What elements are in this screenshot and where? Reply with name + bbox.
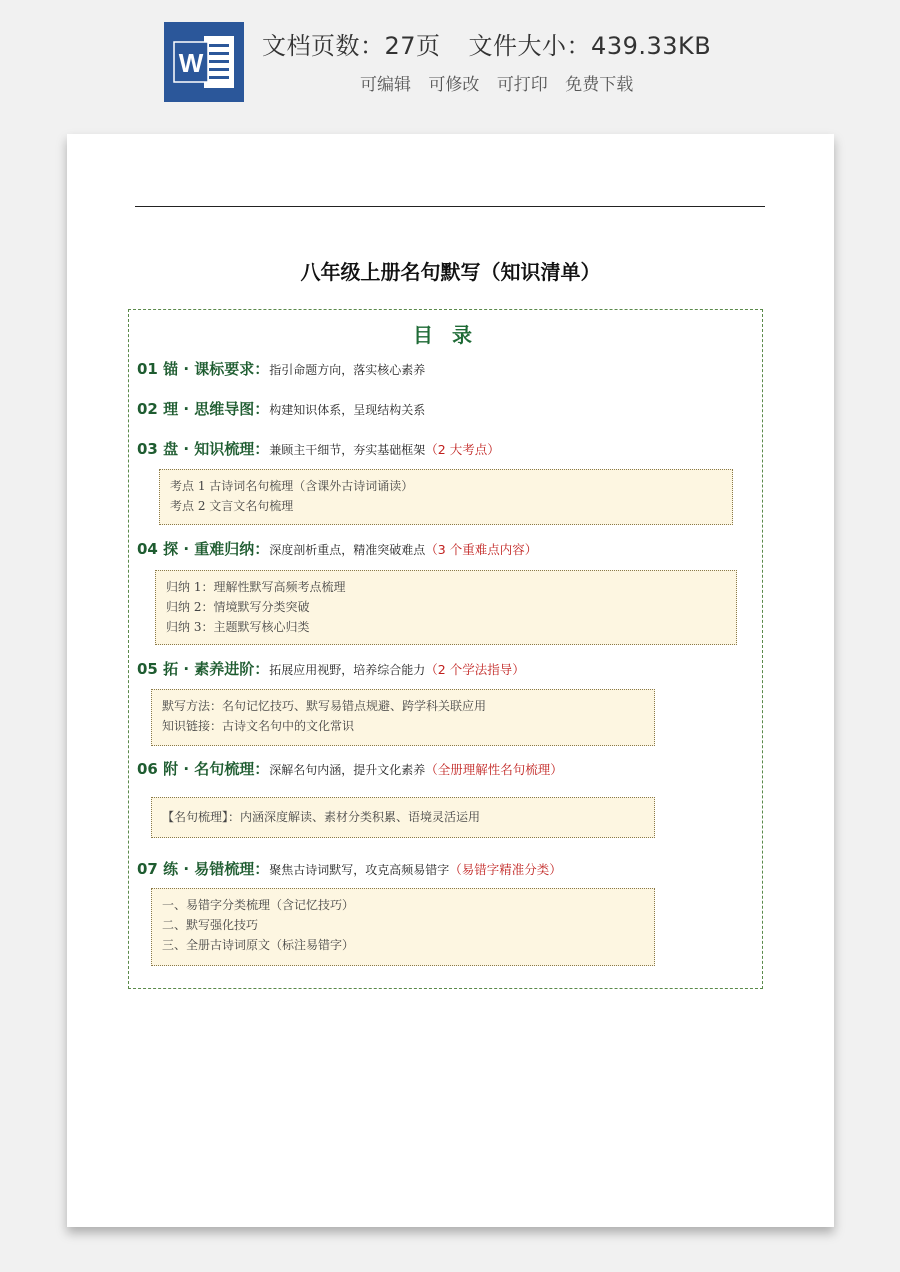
entry-desc: 构建知识体系，呈现结构关系 bbox=[269, 403, 426, 417]
entry-07-details bbox=[151, 888, 655, 966]
list-item: 三、全册古诗词原文（标注易错字） bbox=[162, 938, 355, 952]
list-item: 归纳 2：情境默写分类突破 bbox=[166, 600, 310, 614]
toc-title: 目 录 bbox=[413, 323, 478, 347]
entry-label: 01 锚 · 课标要求： bbox=[137, 360, 270, 378]
file-features bbox=[360, 70, 633, 95]
feature-free-download: 免费下载 bbox=[565, 75, 634, 95]
entry-desc: 拓展应用视野，培养综合能力 bbox=[269, 663, 426, 677]
header-rule bbox=[135, 206, 765, 207]
word-document-icon bbox=[164, 22, 244, 102]
list-item: 【名句梳理】：内涵深度解读、素材分类积累、语境灵活运用 bbox=[162, 810, 481, 824]
toc-entry-04 bbox=[137, 538, 537, 559]
svg-text:W: W bbox=[178, 48, 204, 78]
entry-05-details bbox=[151, 689, 655, 746]
list-item: 默写方法：名句记忆技巧、默写易错点规避、跨学科关联应用 bbox=[162, 699, 487, 713]
file-size: 文件大小：439.33KB bbox=[468, 32, 712, 60]
list-item: 归纳 3：主题默写核心归类 bbox=[166, 620, 310, 634]
entry-desc: 聚焦古诗词默写，攻克高频易错字 bbox=[269, 863, 450, 877]
list-item: 归纳 1：理解性默写高频考点梳理 bbox=[166, 580, 346, 594]
toc-entry-07 bbox=[137, 858, 562, 879]
toc-entry-06 bbox=[137, 758, 563, 779]
entry-03-details bbox=[159, 469, 733, 525]
entry-desc: 深解名句内涵，提升文化素养 bbox=[269, 763, 426, 777]
toc-entry-03 bbox=[137, 438, 500, 459]
document-title: 八年级上册名句默写（知识清单） bbox=[300, 260, 601, 284]
entry-highlight: （3 个重难点内容） bbox=[425, 542, 538, 557]
list-item: 二、默写强化技巧 bbox=[162, 918, 259, 932]
entry-label: 03 盘 · 知识梳理： bbox=[137, 440, 270, 458]
entry-desc: 兼顾主干细节，夯实基础框架 bbox=[269, 443, 426, 457]
entry-label: 06 附 · 名句梳理： bbox=[137, 760, 270, 778]
list-item: 知识链接：古诗文名句中的文化常识 bbox=[162, 719, 355, 733]
entry-desc: 深度剖析重点，精准突破难点 bbox=[269, 543, 426, 557]
feature-modifiable: 可修改 bbox=[428, 75, 480, 95]
feature-printable: 可打印 bbox=[496, 75, 548, 95]
table-of-contents bbox=[128, 309, 763, 989]
toc-entry-01 bbox=[137, 358, 425, 379]
document-page bbox=[67, 134, 834, 1227]
entry-highlight: （2 个学法指导） bbox=[425, 662, 525, 677]
entry-highlight: （2 大考点） bbox=[425, 442, 500, 457]
entry-label: 02 理 · 思维导图： bbox=[137, 400, 270, 418]
page-count: 文档页数：27页 bbox=[262, 32, 441, 60]
entry-06-details bbox=[151, 797, 655, 838]
list-item: 考点 2 文言文名句梳理 bbox=[170, 499, 294, 513]
toc-entry-05 bbox=[137, 658, 525, 679]
entry-label: 07 练 · 易错梳理： bbox=[137, 860, 270, 878]
file-info bbox=[262, 26, 711, 61]
entry-highlight: （易错字精准分类） bbox=[449, 862, 562, 877]
entry-label: 04 探 · 重难归纳： bbox=[137, 540, 270, 558]
feature-editable: 可编辑 bbox=[360, 75, 411, 95]
toc-entry-02 bbox=[137, 398, 425, 419]
list-item: 考点 1 古诗词名句梳理（含课外古诗词诵读） bbox=[170, 479, 414, 493]
list-item: 一、易错字分类梳理（含记忆技巧） bbox=[162, 898, 355, 912]
entry-04-details bbox=[155, 570, 737, 645]
download-header bbox=[0, 0, 900, 120]
entry-label: 05 拓 · 素养进阶： bbox=[137, 660, 270, 678]
entry-highlight: （全册理解性名句梳理） bbox=[425, 762, 563, 777]
entry-desc: 指引命题方向，落实核心素养 bbox=[269, 363, 426, 377]
